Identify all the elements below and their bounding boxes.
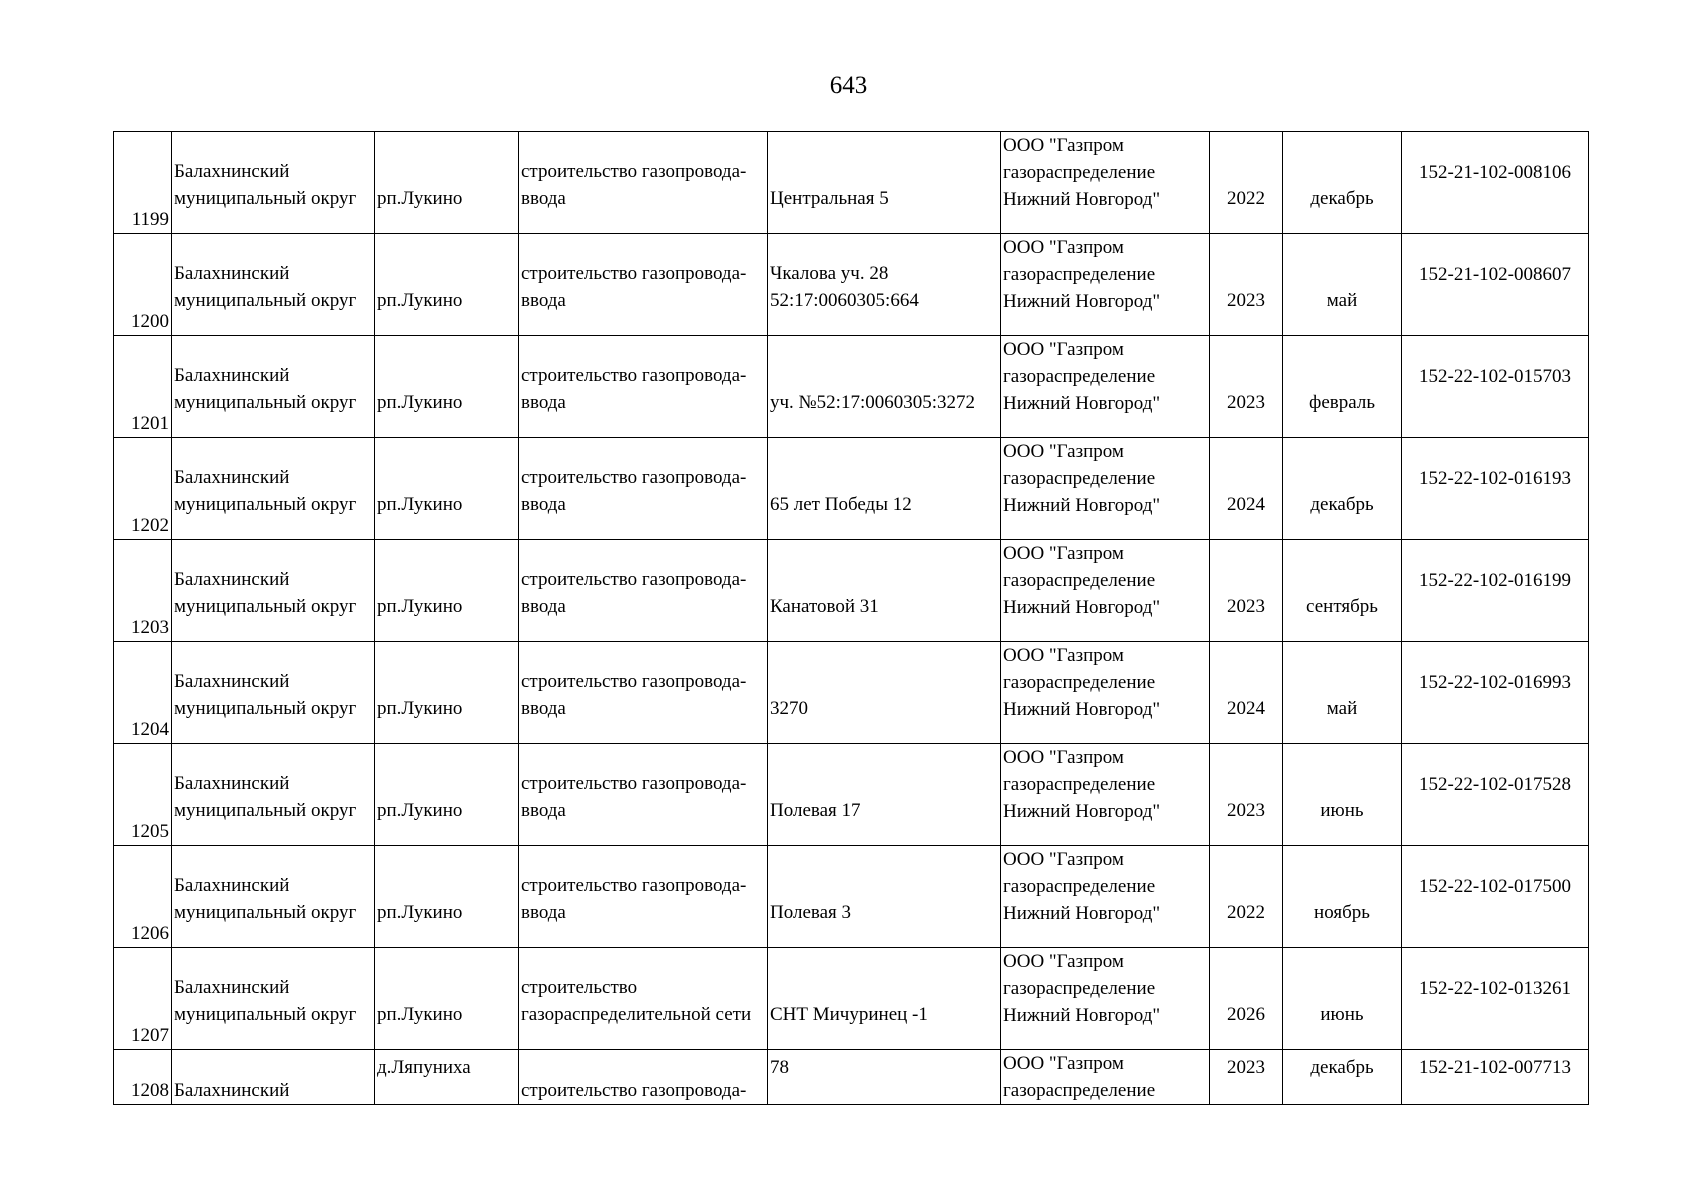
district-cell bbox=[172, 948, 375, 1050]
month-text: декабрь bbox=[1310, 1057, 1374, 1078]
year-cell bbox=[1210, 744, 1283, 846]
district-cell bbox=[172, 234, 375, 336]
district-cell bbox=[172, 744, 375, 846]
work-type-cell bbox=[519, 132, 768, 234]
address-cell bbox=[768, 948, 1001, 1050]
table-row bbox=[114, 132, 1589, 234]
work-type-cell bbox=[519, 438, 768, 540]
work-type-line: газораспределительной сети bbox=[521, 1004, 752, 1025]
month-text: июнь bbox=[1320, 800, 1364, 821]
table-row bbox=[114, 336, 1589, 438]
work-type-cell bbox=[519, 642, 768, 744]
organization-line: газораспределение bbox=[1003, 264, 1156, 285]
contract-cell: 152-22-102-017528 bbox=[1402, 744, 1589, 846]
settlement-cell bbox=[375, 744, 519, 846]
work-type-line: ввода bbox=[521, 902, 566, 923]
district-line: Балахнинский bbox=[174, 365, 290, 386]
settlement-cell bbox=[375, 540, 519, 642]
settlement-text: д.Ляпуниха bbox=[377, 1057, 471, 1078]
organization-line: газораспределение bbox=[1003, 468, 1156, 489]
address-line: уч. №52:17:0060305:3272 bbox=[770, 392, 976, 413]
organization-line: ООО "Газпром bbox=[1003, 543, 1124, 564]
district-line: Балахнинский bbox=[174, 467, 290, 488]
year-cell bbox=[1210, 234, 1283, 336]
year-text: 2023 bbox=[1227, 290, 1265, 311]
gas-registry-table bbox=[113, 131, 1589, 1105]
district-cell bbox=[172, 1050, 375, 1105]
month-text: декабрь bbox=[1310, 188, 1374, 209]
organization-line: Нижний Новгород" bbox=[1003, 495, 1161, 516]
contract-cell: 152-22-102-015703 bbox=[1402, 336, 1589, 438]
row-number: 1203 bbox=[114, 540, 172, 642]
year-cell bbox=[1210, 540, 1283, 642]
address-line: 52:17:0060305:664 bbox=[770, 290, 919, 311]
settlement-text: рп.Лукино bbox=[377, 494, 463, 515]
organization-line: Нижний Новгород" bbox=[1003, 801, 1161, 822]
settlement-text: рп.Лукино bbox=[377, 392, 463, 413]
table-body bbox=[114, 132, 1589, 1105]
month-cell bbox=[1283, 846, 1402, 948]
work-type-line: ввода bbox=[521, 290, 566, 311]
month-cell bbox=[1283, 744, 1402, 846]
year-cell bbox=[1210, 846, 1283, 948]
address-cell bbox=[768, 438, 1001, 540]
settlement-cell bbox=[375, 438, 519, 540]
table-row bbox=[114, 846, 1589, 948]
organization-cell bbox=[1001, 1050, 1210, 1105]
settlement-text: рп.Лукино bbox=[377, 698, 463, 719]
table-row bbox=[114, 642, 1589, 744]
month-text: декабрь bbox=[1310, 494, 1374, 515]
district-line: муниципальный округ bbox=[174, 188, 357, 209]
work-type-line: строительство газопровода- bbox=[521, 773, 747, 794]
district-line: Балахнинский bbox=[174, 161, 290, 182]
settlement-cell bbox=[375, 1050, 519, 1105]
district-line: муниципальный округ bbox=[174, 698, 357, 719]
address-line: 65 лет Победы 12 bbox=[770, 494, 912, 515]
address-line: СНТ Мичуринец -1 bbox=[770, 1004, 928, 1025]
work-type-line: ввода bbox=[521, 392, 566, 413]
district-cell bbox=[172, 132, 375, 234]
month-text: июнь bbox=[1320, 1004, 1364, 1025]
work-type-cell bbox=[519, 846, 768, 948]
month-cell bbox=[1283, 234, 1402, 336]
district-cell bbox=[172, 438, 375, 540]
settlement-text: рп.Лукино bbox=[377, 188, 463, 209]
address-cell bbox=[768, 744, 1001, 846]
year-text: 2023 bbox=[1227, 1057, 1265, 1078]
organization-line: газораспределение bbox=[1003, 366, 1156, 387]
settlement-text: рп.Лукино bbox=[377, 902, 463, 923]
work-type-line: ввода bbox=[521, 596, 566, 617]
row-number: 1200 bbox=[114, 234, 172, 336]
month-cell bbox=[1283, 1050, 1402, 1105]
row-number: 1207 bbox=[114, 948, 172, 1050]
month-cell bbox=[1283, 438, 1402, 540]
contract-cell: 152-21-102-008106 bbox=[1402, 132, 1589, 234]
page-number: 643 bbox=[829, 72, 868, 99]
settlement-text: рп.Лукино bbox=[377, 1004, 463, 1025]
organization-line: Нижний Новгород" bbox=[1003, 903, 1161, 924]
address-cell bbox=[768, 132, 1001, 234]
district-line: Балахнинский bbox=[174, 671, 290, 692]
work-type-cell bbox=[519, 744, 768, 846]
work-type-line: ввода bbox=[521, 800, 566, 821]
organization-cell bbox=[1001, 540, 1210, 642]
month-cell bbox=[1283, 540, 1402, 642]
address-line: Полевая 3 bbox=[770, 902, 852, 923]
organization-line: Нижний Новгород" bbox=[1003, 291, 1161, 312]
work-type-cell bbox=[519, 948, 768, 1050]
district-line: муниципальный округ bbox=[174, 800, 357, 821]
address-cell bbox=[768, 1050, 1001, 1105]
table-row bbox=[114, 744, 1589, 846]
row-number: 1208 bbox=[114, 1050, 172, 1105]
organization-cell bbox=[1001, 438, 1210, 540]
address-line: 3270 bbox=[770, 698, 808, 719]
work-type-line: строительство газопровода- bbox=[521, 569, 747, 590]
year-text: 2022 bbox=[1227, 188, 1265, 209]
work-type-cell bbox=[519, 540, 768, 642]
work-type-line: строительство газопровода- bbox=[521, 365, 747, 386]
organization-line: ООО "Газпром bbox=[1003, 1053, 1124, 1074]
table-row bbox=[114, 948, 1589, 1050]
year-cell bbox=[1210, 438, 1283, 540]
organization-cell bbox=[1001, 336, 1210, 438]
organization-line: Нижний Новгород" bbox=[1003, 699, 1161, 720]
work-type-line: строительство газопровода- bbox=[521, 1080, 747, 1101]
address-cell bbox=[768, 540, 1001, 642]
contract-cell: 152-21-102-007713 bbox=[1402, 1050, 1589, 1105]
year-text: 2026 bbox=[1227, 1004, 1265, 1025]
district-cell bbox=[172, 846, 375, 948]
month-cell bbox=[1283, 948, 1402, 1050]
year-cell bbox=[1210, 132, 1283, 234]
row-number: 1201 bbox=[114, 336, 172, 438]
organization-cell bbox=[1001, 846, 1210, 948]
month-text: февраль bbox=[1309, 392, 1375, 413]
month-text: май bbox=[1326, 698, 1358, 719]
contract-cell: 152-22-102-016993 bbox=[1402, 642, 1589, 744]
organization-cell bbox=[1001, 642, 1210, 744]
settlement-cell bbox=[375, 642, 519, 744]
organization-line: Нижний Новгород" bbox=[1003, 597, 1161, 618]
contract-cell: 152-22-102-017500 bbox=[1402, 846, 1589, 948]
organization-line: газораспределение bbox=[1003, 876, 1156, 897]
settlement-text: рп.Лукино bbox=[377, 596, 463, 617]
settlement-cell bbox=[375, 948, 519, 1050]
month-text: май bbox=[1326, 290, 1358, 311]
work-type-line: строительство bbox=[521, 977, 638, 998]
work-type-line: ввода bbox=[521, 188, 566, 209]
address-line: Чкалова уч. 28 bbox=[770, 263, 889, 284]
settlement-cell bbox=[375, 132, 519, 234]
district-line: муниципальный округ bbox=[174, 392, 357, 413]
district-line: Балахнинский bbox=[174, 977, 290, 998]
organization-line: ООО "Газпром bbox=[1003, 849, 1124, 870]
address-cell bbox=[768, 336, 1001, 438]
row-number: 1199 bbox=[114, 132, 172, 234]
year-text: 2023 bbox=[1227, 392, 1265, 413]
organization-cell bbox=[1001, 132, 1210, 234]
district-line: Балахнинский bbox=[174, 773, 290, 794]
organization-line: газораспределение bbox=[1003, 570, 1156, 591]
table-row bbox=[114, 234, 1589, 336]
district-line: Балахнинский bbox=[174, 263, 290, 284]
contract-cell: 152-22-102-013261 bbox=[1402, 948, 1589, 1050]
organization-line: газораспределение bbox=[1003, 774, 1156, 795]
organization-cell bbox=[1001, 234, 1210, 336]
work-type-line: строительство газопровода- bbox=[521, 671, 747, 692]
work-type-line: ввода bbox=[521, 494, 566, 515]
district-line: Балахнинский bbox=[174, 875, 290, 896]
address-line: 78 bbox=[770, 1057, 789, 1078]
address-cell bbox=[768, 234, 1001, 336]
year-cell bbox=[1210, 948, 1283, 1050]
district-cell bbox=[172, 336, 375, 438]
organization-line: Нижний Новгород" bbox=[1003, 393, 1161, 414]
work-type-cell bbox=[519, 234, 768, 336]
settlement-text: рп.Лукино bbox=[377, 290, 463, 311]
organization-line: ООО "Газпром bbox=[1003, 747, 1124, 768]
contract-cell: 152-21-102-008607 bbox=[1402, 234, 1589, 336]
settlement-text: рп.Лукино bbox=[377, 800, 463, 821]
year-text: 2023 bbox=[1227, 800, 1265, 821]
work-type-cell bbox=[519, 1050, 768, 1105]
row-number: 1205 bbox=[114, 744, 172, 846]
contract-cell: 152-22-102-016199 bbox=[1402, 540, 1589, 642]
month-cell bbox=[1283, 132, 1402, 234]
work-type-line: строительство газопровода- bbox=[521, 263, 747, 284]
row-number: 1204 bbox=[114, 642, 172, 744]
work-type-cell bbox=[519, 336, 768, 438]
district-line: муниципальный округ bbox=[174, 1004, 357, 1025]
row-number: 1202 bbox=[114, 438, 172, 540]
organization-line: газораспределение bbox=[1003, 1080, 1156, 1101]
work-type-line: строительство газопровода- bbox=[521, 161, 747, 182]
district-line: муниципальный округ bbox=[174, 494, 357, 515]
organization-cell bbox=[1001, 948, 1210, 1050]
address-cell bbox=[768, 642, 1001, 744]
organization-line: газораспределение bbox=[1003, 672, 1156, 693]
year-text: 2024 bbox=[1227, 698, 1265, 719]
district-line: муниципальный округ bbox=[174, 290, 357, 311]
row-number: 1206 bbox=[114, 846, 172, 948]
work-type-line: ввода bbox=[521, 698, 566, 719]
organization-line: газораспределение bbox=[1003, 978, 1156, 999]
address-line: Полевая 17 bbox=[770, 800, 861, 821]
address-line: Канатовой 31 bbox=[770, 596, 879, 617]
month-text: сентябрь bbox=[1306, 596, 1378, 617]
work-type-line: строительство газопровода- bbox=[521, 875, 747, 896]
contract-cell: 152-22-102-016193 bbox=[1402, 438, 1589, 540]
district-cell bbox=[172, 540, 375, 642]
year-cell bbox=[1210, 336, 1283, 438]
organization-line: ООО "Газпром bbox=[1003, 237, 1124, 258]
month-text: ноябрь bbox=[1314, 902, 1370, 923]
organization-line: ООО "Газпром bbox=[1003, 951, 1124, 972]
address-line: Центральная 5 bbox=[770, 188, 889, 209]
month-cell bbox=[1283, 642, 1402, 744]
organization-line: ООО "Газпром bbox=[1003, 441, 1124, 462]
year-cell bbox=[1210, 1050, 1283, 1105]
organization-line: ООО "Газпром bbox=[1003, 645, 1124, 666]
organization-line: газораспределение bbox=[1003, 162, 1156, 183]
district-line: муниципальный округ bbox=[174, 902, 357, 923]
settlement-cell bbox=[375, 846, 519, 948]
organization-line: Нижний Новгород" bbox=[1003, 189, 1161, 210]
settlement-cell bbox=[375, 336, 519, 438]
organization-cell bbox=[1001, 744, 1210, 846]
year-text: 2022 bbox=[1227, 902, 1265, 923]
work-type-line: строительство газопровода- bbox=[521, 467, 747, 488]
organization-line: ООО "Газпром bbox=[1003, 339, 1124, 360]
year-cell bbox=[1210, 642, 1283, 744]
organization-line: Нижний Новгород" bbox=[1003, 1005, 1161, 1026]
year-text: 2024 bbox=[1227, 494, 1265, 515]
table-row bbox=[114, 540, 1589, 642]
settlement-cell bbox=[375, 234, 519, 336]
year-text: 2023 bbox=[1227, 596, 1265, 617]
district-line: Балахнинский bbox=[174, 1080, 290, 1101]
organization-line: ООО "Газпром bbox=[1003, 135, 1124, 156]
district-cell bbox=[172, 642, 375, 744]
district-line: муниципальный округ bbox=[174, 596, 357, 617]
month-cell bbox=[1283, 336, 1402, 438]
table-row bbox=[114, 1050, 1589, 1105]
address-cell bbox=[768, 846, 1001, 948]
district-line: Балахнинский bbox=[174, 569, 290, 590]
table-row bbox=[114, 438, 1589, 540]
